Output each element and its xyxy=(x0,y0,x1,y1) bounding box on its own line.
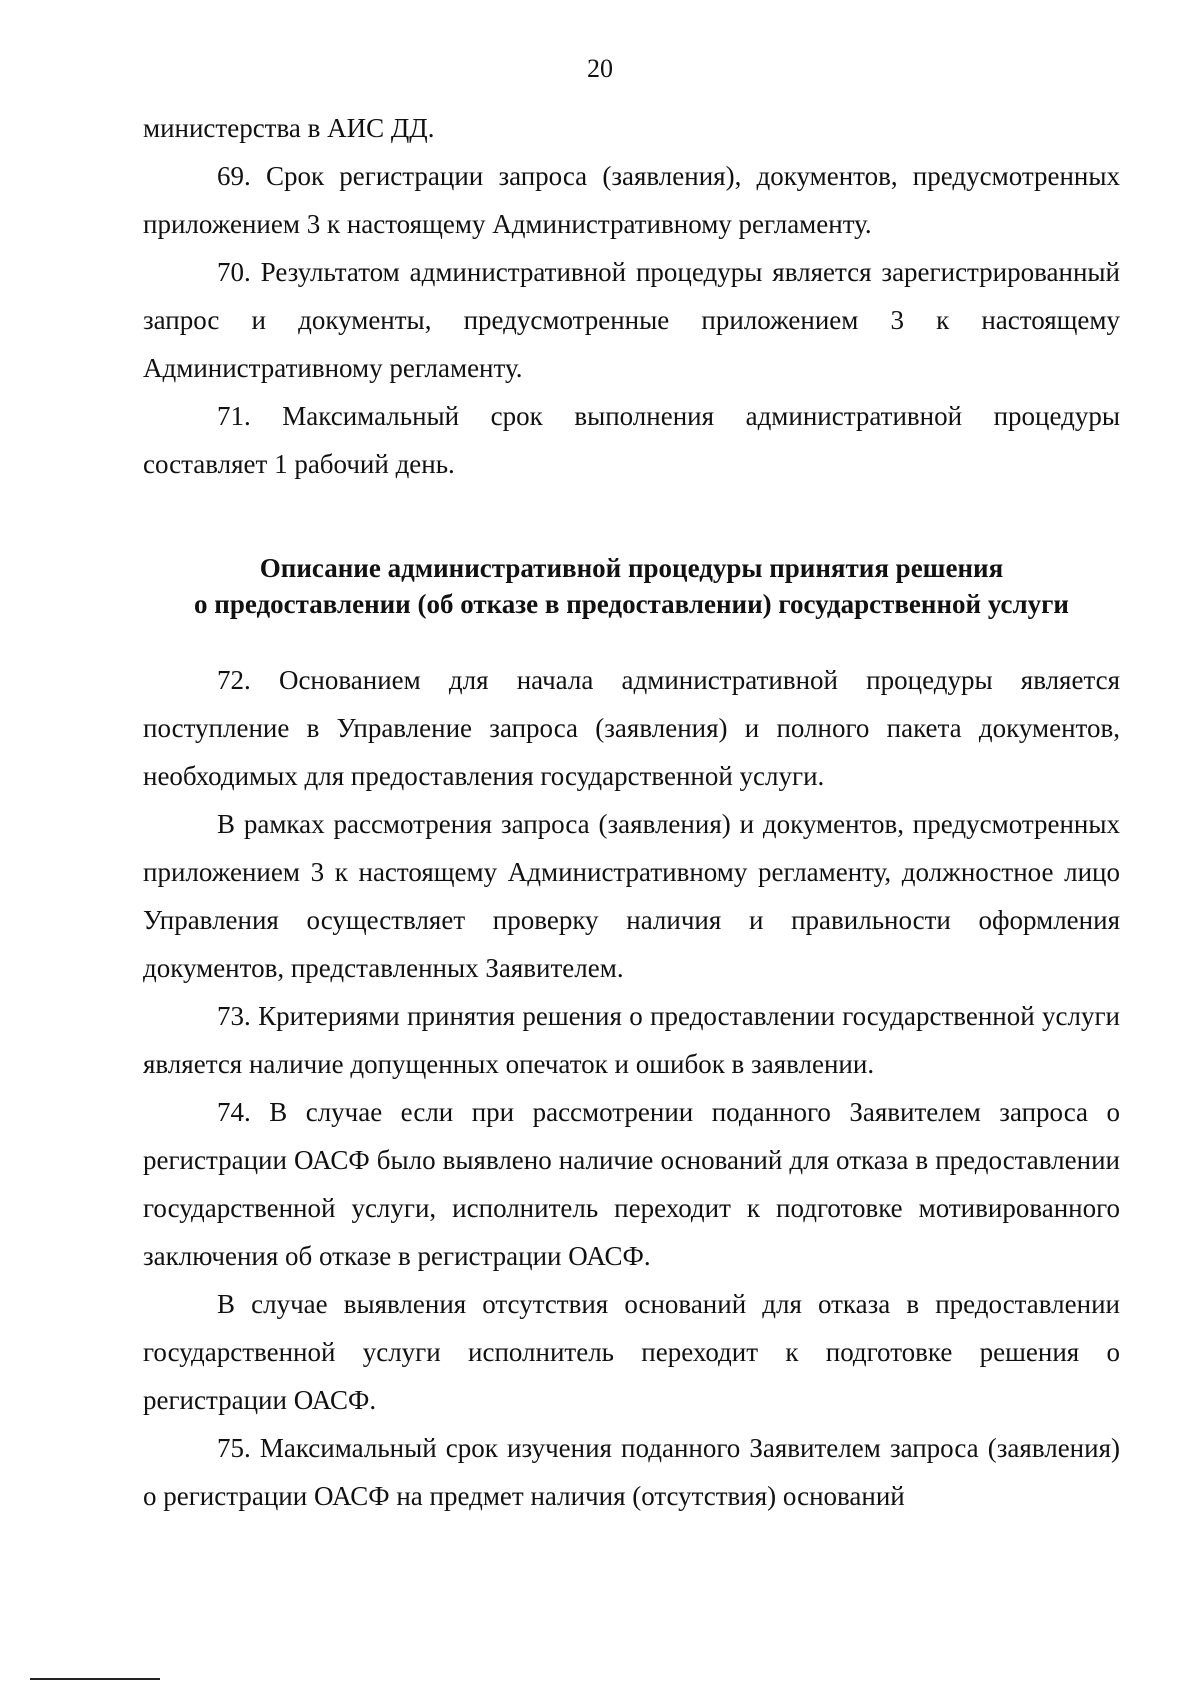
paragraph-73: 73. Критериями принятия решения о предоставлении государственной услуги является наличие допущенных опечаток и ошибок в заявлении. xyxy=(143,1001,1120,1079)
paragraph-72-review: В рамках рассмотрения запроса (заявления) и документов, предусмотренных приложением 3 к настоящему Административному регламенту, должностное лицо Управления осуществляет проверку наличия и правильности оформления документов, представленных Заявителем. xyxy=(143,809,1120,983)
paragraph-74-no-grounds: В случае выявления отсутствия оснований для отказа в предоставлении государственной услуги исполнитель переходит к подготовке решения о регистрации ОАСФ. xyxy=(143,1289,1120,1415)
body-text-bottom xyxy=(143,656,1120,1520)
paragraph-continuation: министерства в АИС ДД. xyxy=(143,113,435,143)
section-heading xyxy=(143,550,1120,622)
paragraph-69: 69. Срок регистрации запроса (заявления), документов, предусмотренных приложением 3 к настоящему Административному регламенту. xyxy=(143,161,1120,239)
section-heading-line-2: о предоставлении (об отказе в предоставлении) государственной услуги xyxy=(194,589,1069,619)
paragraph-70: 70. Результатом административной процедуры является зарегистрированный запрос и документы, предусмотренные приложением 3 к настоящему Административному регламенту. xyxy=(143,257,1120,383)
paragraph-74: 74. В случае если при рассмотрении поданного Заявителем запроса о регистрации ОАСФ было выявлено наличие оснований для отказа в предоставлении государственной услуги, исполнитель переходит к подготовке мотивированного заключения об отказе в регистрации ОАСФ. xyxy=(143,1097,1120,1271)
paragraph-72: 72. Основанием для начала административной процедуры является поступление в Управление запроса (заявления) и полного пакета документов, необходимых для предоставления государственной услуги. xyxy=(143,665,1120,791)
paragraph-75: 75. Максимальный срок изучения поданного Заявителем запроса (заявления) о регистрации ОАСФ на предмет наличия (отсутствия) оснований xyxy=(143,1433,1120,1511)
body-text-top xyxy=(143,104,1120,488)
page-number: 20 xyxy=(587,54,613,83)
paragraph-71: 71. Максимальный срок выполнения административной процедуры составляет 1 рабочий день. xyxy=(143,401,1120,479)
section-heading-line-1: Описание административной процедуры принятия решения xyxy=(259,553,1004,583)
footnote-separator xyxy=(30,1678,160,1680)
